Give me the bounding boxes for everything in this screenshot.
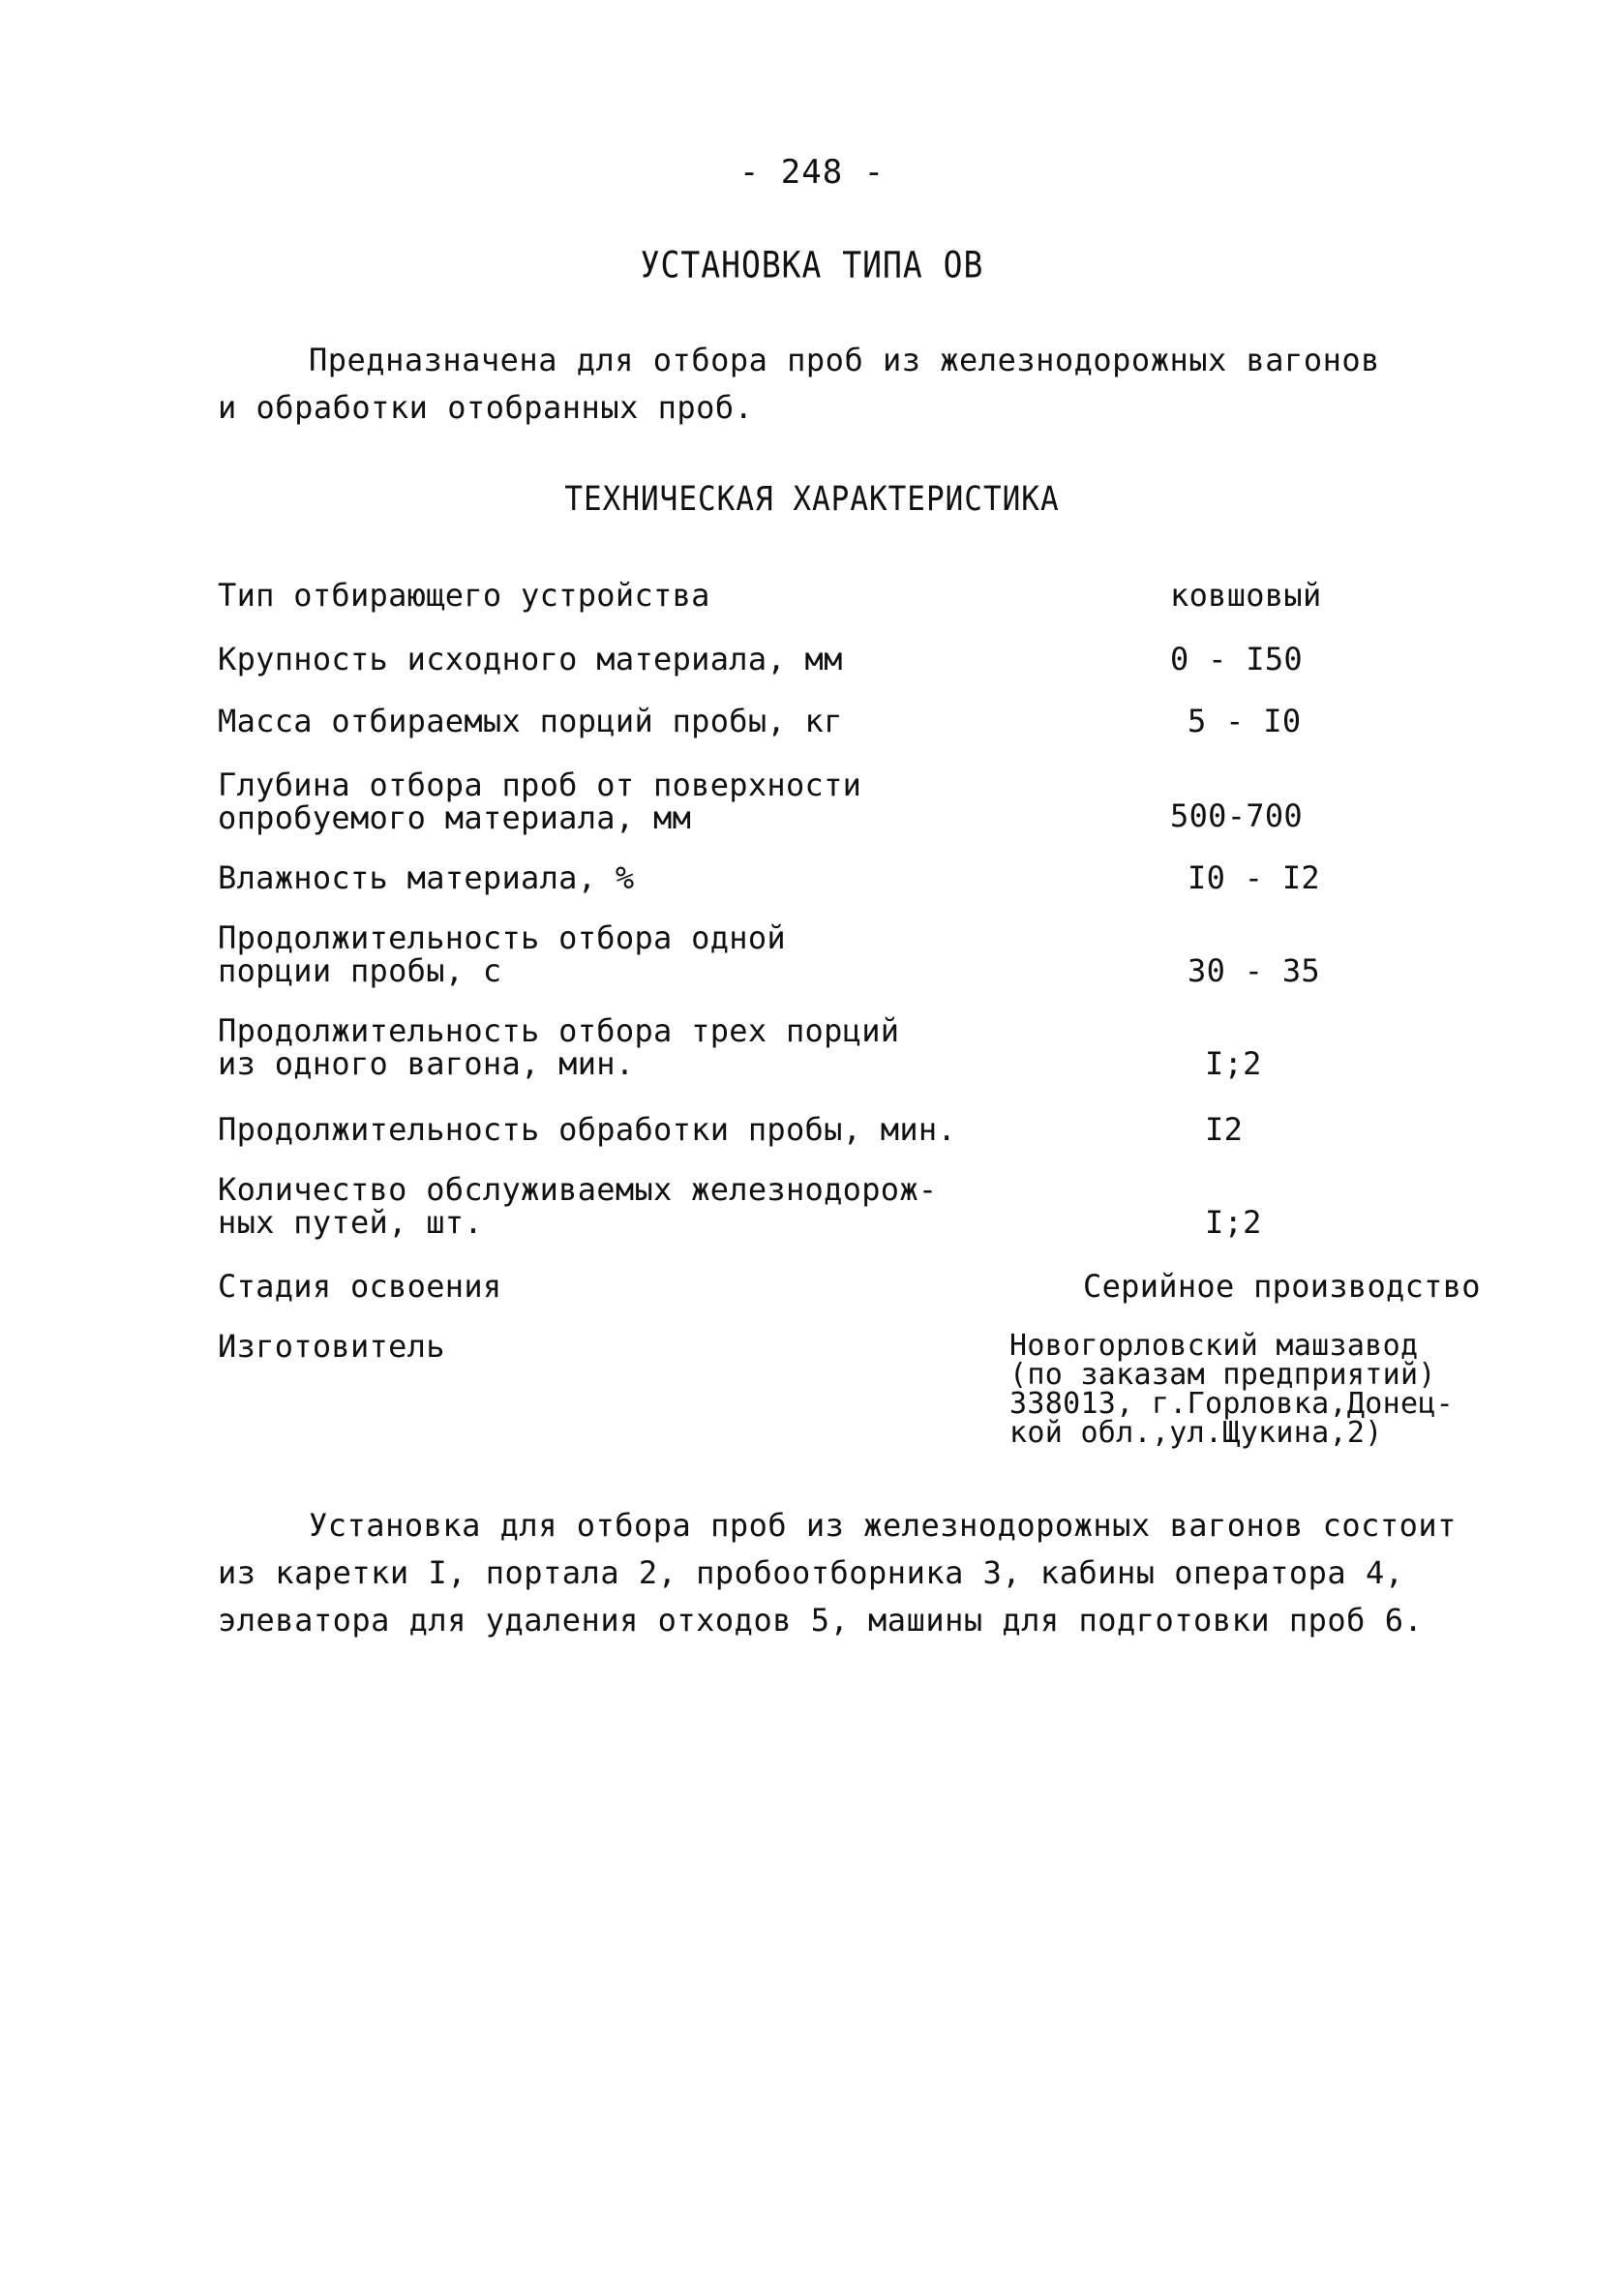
spec-label-line: Глубина отбора проб от поверхности [218,767,862,803]
spec-label-line: ных путей, шт. [218,1204,483,1241]
spec-label-line: Крупность исходного материала, мм [218,641,843,677]
spec-label-line: Продолжительность отбора одной [218,919,786,956]
spec-label [218,643,843,676]
spec-value [1188,861,1320,894]
closing-paragraph [218,1502,1457,1644]
spec-label [218,861,634,894]
intro-line: Предназначена для отбора проб из железнодорожных вагонов [309,342,1380,378]
spec-value-line: I;2 [1205,1045,1262,1082]
spec-label [218,579,710,612]
spec-label [218,1270,501,1303]
spec-value [1188,954,1320,987]
spec-label-line: порции пробы, с [218,952,502,989]
spec-value [1205,1113,1243,1146]
spec-label [218,1173,938,1239]
spec-value-line: Новогорловский машзавод [1009,1329,1419,1363]
spec-label-line: Масса отбираемых порций пробы, кг [218,703,843,739]
spec-label-line: опробуемого материала, мм [218,799,692,836]
spec-label-line: Количество обслуживаемых железнодорож- [218,1171,938,1208]
intro-paragraph [218,337,1380,432]
spec-label-line: Стадия освоения [218,1268,502,1305]
spec-label [218,768,861,834]
spec-value-line: I2 [1205,1111,1244,1148]
spec-value-line: I0 - I2 [1188,859,1320,896]
spec-label-line: Изготовитель [218,1328,445,1365]
spec-label [218,705,843,737]
spec-value-line: 30 - 35 [1188,952,1320,989]
spec-label-line: Влажность материала, % [218,859,635,896]
section-heading: ТЕХНИЧЕСКАЯ ХАРАКТЕРИСТИКА [564,479,1060,520]
closing-line: Установка для отбора проб из железнодорожных вагонов состоит [309,1507,1457,1544]
intro-line: и обработки отобранных проб. [218,389,754,426]
spec-value [1188,705,1301,737]
spec-value-line: 338013, г.Горловка,Донец- [1009,1387,1455,1421]
spec-value-line: ковшовый [1170,577,1322,614]
spec-value [1205,1206,1262,1239]
spec-value [1205,1047,1262,1080]
spec-value-line: 500-700 [1170,797,1303,834]
spec-value-line: Серийное производство [1083,1268,1481,1305]
spec-value [1170,579,1322,612]
spec-value-line: (по заказам предприятий) [1009,1358,1436,1392]
spec-value [1170,643,1303,676]
spec-value-line: кой обл.,ул.Щукина,2) [1009,1416,1383,1450]
spec-value-line: 0 - I50 [1170,641,1303,677]
spec-label [218,1113,956,1146]
spec-label [218,1330,445,1363]
page-number: - 248 - [738,153,886,192]
document-title: УСТАНОВКА ТИПА ОВ [640,243,984,286]
spec-label [218,921,786,987]
spec-label-line: Продолжительность отбора трех порций [218,1012,900,1049]
spec-label-line: Тип отбирающего устройства [218,577,710,614]
spec-value-line: I;2 [1205,1204,1262,1241]
spec-value [1170,799,1303,832]
spec-label [218,1014,899,1080]
spec-value [1083,1270,1481,1303]
spec-label-line: из одного вагона, мин. [218,1045,635,1082]
closing-line: из каретки I, портала 2, пробоотборника 3, кабины оператора 4, [218,1554,1404,1591]
spec-value-line: 5 - I0 [1188,703,1302,739]
closing-line: элеватора для удаления отходов 5, машины для подготовки проб 6. [218,1602,1424,1639]
manufacturer-address [1009,1329,1455,1450]
spec-label-line: Продолжительность обработки пробы, мин. [218,1111,957,1148]
